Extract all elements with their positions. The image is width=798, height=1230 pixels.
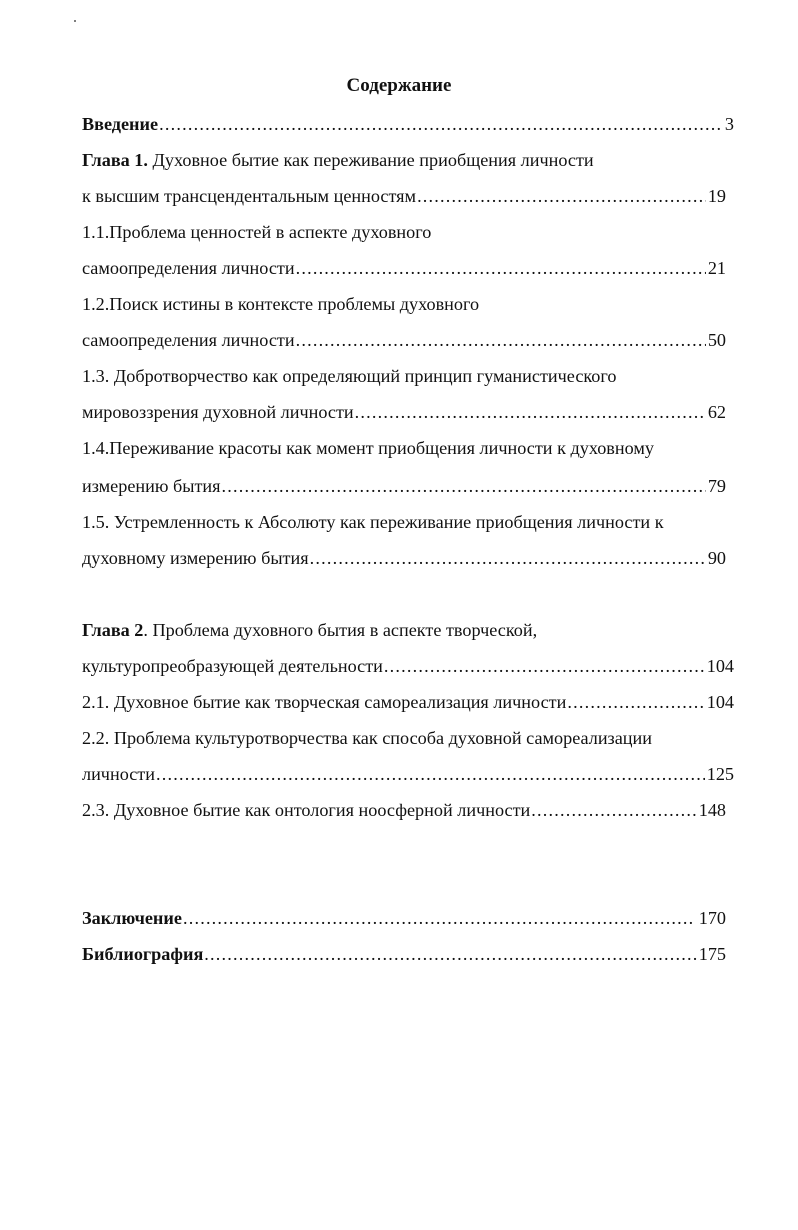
toc-leader-dots <box>296 256 706 280</box>
toc-entry-text: 1.4.Переживание красоты как момент приобщения личности к духовному <box>82 438 654 458</box>
toc-page-number: 3 <box>724 114 734 134</box>
toc-entry-text: 1.2.Поиск истины в контексте проблемы духовного <box>82 294 480 314</box>
toc-entry-chapter-2-cont <box>82 654 734 678</box>
toc-page-number: 104 <box>706 692 734 712</box>
toc-entry-bibliography <box>82 942 726 966</box>
toc-entry-chapter-1-cont <box>82 184 726 208</box>
toc-entry-text: . Проблема духовного бытия в аспекте творческой, <box>143 620 538 640</box>
toc-page-number: 90 <box>707 548 726 568</box>
toc-entry-text: мировоззрения духовной личности <box>82 402 354 422</box>
toc-entry-1-5-cont <box>82 546 726 570</box>
toc-entry-2-3 <box>82 798 726 822</box>
toc-leader-dots <box>156 762 705 786</box>
toc-page-number: 170 <box>694 908 726 928</box>
toc-leader-dots <box>204 942 696 966</box>
toc-entry-text: самоопределения личности <box>82 258 295 278</box>
toc-entry-1-4 <box>82 436 734 460</box>
toc-leader-dots <box>222 474 706 498</box>
toc-leader-dots <box>355 400 706 424</box>
scan-speck <box>74 20 76 22</box>
toc-page-number: 79 <box>707 476 726 496</box>
toc-leader-dots <box>296 328 706 352</box>
toc-leader-dots <box>159 112 723 136</box>
toc-entry-text: 1.5. Устремленность к Абсолюту как переживание приобщения личности к <box>82 512 664 532</box>
toc-entry-text: личности <box>82 764 155 784</box>
toc-entry-label: Глава 1. <box>82 150 148 170</box>
toc-entry-1-3-cont <box>82 400 726 424</box>
toc-entry-text: культуропреобразующей деятельности <box>82 656 383 676</box>
toc-leader-dots <box>531 798 696 822</box>
toc-entry-label: Введение <box>82 114 159 134</box>
toc-entry-text: измерению бытия <box>82 476 221 496</box>
toc-entry-2-1 <box>82 690 734 714</box>
toc-entry-1-3 <box>82 364 734 388</box>
toc-entry-2-2-cont <box>82 762 734 786</box>
toc-page-number: 104 <box>706 656 734 676</box>
toc-page-number: 50 <box>707 330 726 350</box>
toc-entry-conclusion <box>82 906 726 930</box>
toc-entry-2-2 <box>82 726 734 750</box>
toc-entry-text: 1.3. Добротворчество как определяющий принцип гуманистического <box>82 366 617 386</box>
toc-page-number: 19 <box>707 186 726 206</box>
toc-entry-1-5 <box>82 510 734 534</box>
toc-leader-dots <box>384 654 705 678</box>
toc-page-number: 148 <box>698 800 726 820</box>
toc-entry-chapter-2 <box>82 618 734 642</box>
toc-entry-text: 2.3. Духовное бытие как онтология ноосферной личности <box>82 800 531 820</box>
toc-entry-label: Библиография <box>82 944 204 964</box>
toc-entry-text: 2.1. Духовное бытие как творческая самореализация личности <box>82 692 567 712</box>
toc-entry-label: Заключение <box>82 908 182 928</box>
toc-entry-text: Духовное бытие как переживание приобщения личности <box>147 150 594 170</box>
toc-entry-text: самоопределения личности <box>82 330 295 350</box>
toc-leader-dots <box>183 906 692 930</box>
toc-entry-1-2 <box>82 292 734 316</box>
toc-entry-text: 1.1.Проблема ценностей в аспекте духовного <box>82 222 432 242</box>
toc-entry-chapter-1 <box>82 148 734 172</box>
toc-entry-1-2-cont <box>82 328 726 352</box>
toc-entry-1-4-cont <box>82 474 726 498</box>
toc-page-number: 175 <box>698 944 726 964</box>
toc-entry-text: к высшим трансцендентальным ценностям <box>82 186 417 206</box>
toc-page-number: 62 <box>707 402 726 422</box>
toc-entry-1-1 <box>82 220 734 244</box>
toc-entry-1-1-cont <box>82 256 726 280</box>
page-title: Содержание <box>346 75 452 96</box>
toc-leader-dots <box>310 546 706 570</box>
toc-entry-text: 2.2. Проблема культуротворчества как способа духовной самореализации <box>82 728 653 748</box>
toc-page-number: 125 <box>706 764 734 784</box>
toc-leader-dots <box>567 690 704 714</box>
toc-entry-text: духовному измерению бытия <box>82 548 309 568</box>
toc-leader-dots <box>417 184 706 208</box>
toc-entry-introduction <box>82 112 734 136</box>
toc-entry-label: Глава 2 <box>82 620 144 640</box>
toc-page-number: 21 <box>707 258 726 278</box>
